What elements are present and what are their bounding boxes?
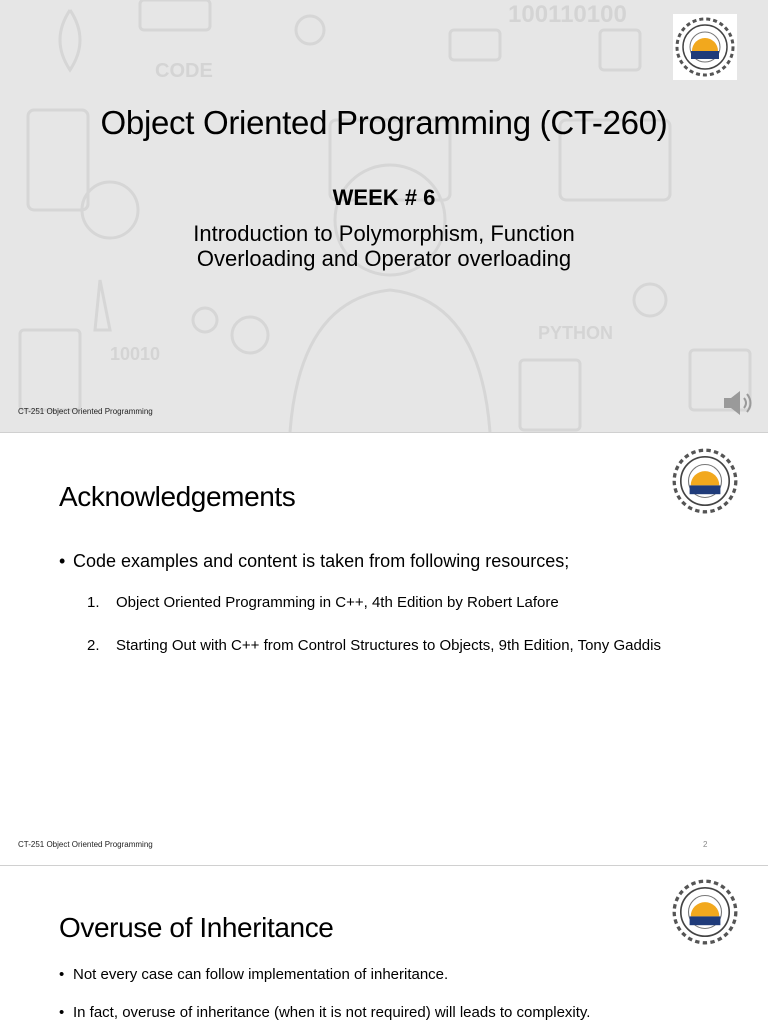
bg-word-binary2: 10010 xyxy=(110,344,161,364)
list-text: Starting Out with C++ from Control Structures to Objects, 9th Edition, Tony Gaddis xyxy=(116,637,661,654)
bg-word-binary: 100110100 xyxy=(508,1,627,28)
slide-title: Object Oriented Programming (CT-260) xyxy=(100,104,668,141)
bullet-dot: • xyxy=(59,551,66,571)
university-logo xyxy=(670,878,740,946)
list-number: 1. xyxy=(87,594,100,611)
speaker-icon[interactable] xyxy=(722,388,756,418)
bullet-dot: • xyxy=(59,1004,65,1021)
bullet-item xyxy=(59,1004,590,1021)
bullet-text: Code examples and content is taken from following resources; xyxy=(73,551,570,571)
slide-heading: Overuse of Inheritance xyxy=(59,912,334,943)
acknowledgements-slide xyxy=(0,433,768,865)
bullet-item xyxy=(59,551,569,572)
bullet-dot: • xyxy=(59,966,65,983)
bg-word-code: CODE xyxy=(155,60,213,82)
list-item xyxy=(87,626,716,666)
bullet-text: Not every case can follow implementation of inheritance. xyxy=(73,966,449,983)
doodle-background xyxy=(0,0,768,432)
subtitle-line-1: Introduction to Polymorphism, Function xyxy=(193,221,575,246)
list-item xyxy=(87,583,716,623)
title-slide xyxy=(0,0,768,432)
bullet-item xyxy=(59,966,448,983)
list-text: Object Oriented Programming in C++, 4th Edition by Robert Lafore xyxy=(116,594,559,611)
slide-subtitle xyxy=(0,221,768,271)
gear-seal-icon xyxy=(672,879,738,945)
bullet-text: In fact, overuse of inheritance (when it is not required) will leads to complexity. xyxy=(73,1004,591,1021)
slide-footer: CT-251 Object Oriented Programming xyxy=(18,407,153,416)
university-logo xyxy=(670,447,740,515)
slide-footer: CT-251 Object Oriented Programming xyxy=(18,840,153,849)
gear-seal-icon xyxy=(675,17,735,77)
bg-word-python: PYTHON xyxy=(538,323,614,343)
list-number: 2. xyxy=(87,637,100,654)
university-logo xyxy=(673,14,737,80)
subtitle-line-2: Overloading and Operator overloading xyxy=(196,246,572,271)
inheritance-slide xyxy=(0,866,768,1024)
page-number: 2 xyxy=(703,840,708,849)
gear-seal-icon xyxy=(672,448,738,514)
resource-list xyxy=(87,583,716,666)
week-label: WEEK # 6 xyxy=(332,185,436,210)
slide-heading: Acknowledgements xyxy=(59,481,296,512)
